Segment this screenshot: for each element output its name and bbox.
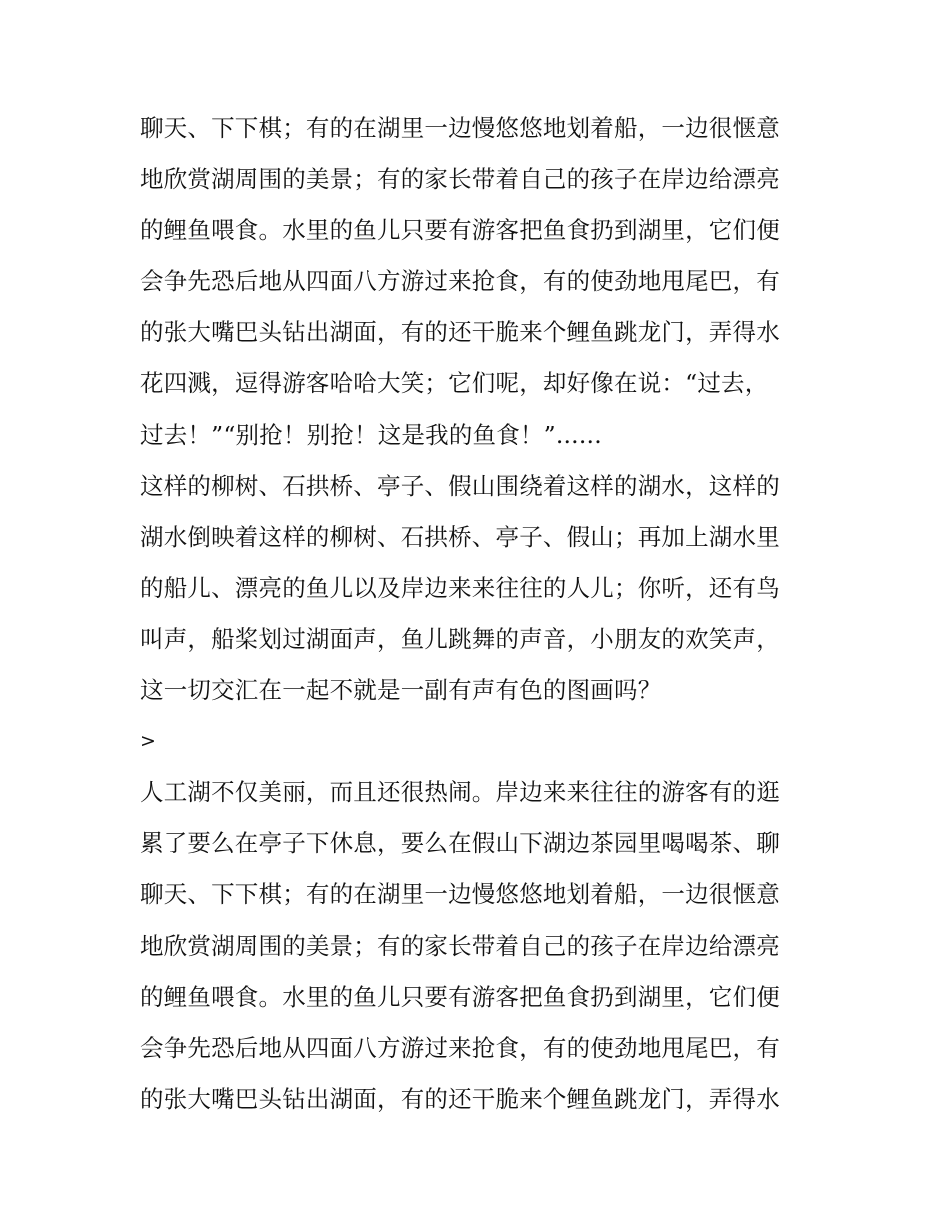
section-marker: > [140, 730, 157, 753]
text-line: 的张大嘴巴头钻出湖面，有的还干脆来个鲤鱼跳龙门，弄得水 [140, 1084, 780, 1113]
text-line: 地欣赏湖周围的美景；有的家长带着自己的孩子在岸边给漂亮 [140, 165, 780, 194]
text-line: 人工湖不仅美丽，而且还很热闹。岸边来来往往的游客有的逛 [140, 778, 780, 807]
text-line: 叫声，船桨划过湖面声，鱼儿跳舞的声音，小朋友的欢笑声， [140, 624, 780, 653]
text-line: 累了要么在亭子下休息，要么在假山下湖边茶园里喝喝茶、聊 [140, 829, 780, 858]
text-line: 的鲤鱼喂食。水里的鱼儿只要有游客把鱼食扔到湖里，它们便 [140, 982, 780, 1011]
text-line: 的船儿、漂亮的鱼儿以及岸边来来往往的人儿；你听，还有鸟 [140, 573, 780, 602]
text-line: 湖水倒映着这样的柳树、石拱桥、亭子、假山；再加上湖水里 [140, 522, 780, 551]
text-line: 过去！”“别抢！别抢！这是我的鱼食！”...... [140, 420, 602, 449]
text-line: 的鲤鱼喂食。水里的鱼儿只要有游客把鱼食扔到湖里，它们便 [140, 216, 780, 245]
text-line: 的张大嘴巴头钻出湖面，有的还干脆来个鲤鱼跳龙门，弄得水 [140, 318, 780, 347]
text-line: 聊天、下下棋；有的在湖里一边慢悠悠地划着船，一边很惬意 [140, 880, 780, 909]
text-line: 聊天、下下棋；有的在湖里一边慢悠悠地划着船，一边很惬意 [140, 114, 780, 142]
text-line: 会争先恐后地从四面八方游过来抢食，有的使劲地甩尾巴，有 [140, 267, 780, 296]
text-line: 会争先恐后地从四面八方游过来抢食，有的使劲地甩尾巴，有 [140, 1033, 780, 1062]
text-line: 这一切交汇在一起不就是一副有声有色的图画吗？ [140, 676, 662, 705]
text-line: 这样的柳树、石拱桥、亭子、假山围绕着这样的湖水，这样的 [140, 471, 780, 500]
body-text [140, 103, 830, 1125]
text-line: 地欣赏湖周围的美景；有的家长带着自己的孩子在岸边给漂亮 [140, 931, 780, 960]
text-line: 花四溅，逗得游客哈哈大笑；它们呢，却好像在说：“过去， [140, 369, 769, 398]
